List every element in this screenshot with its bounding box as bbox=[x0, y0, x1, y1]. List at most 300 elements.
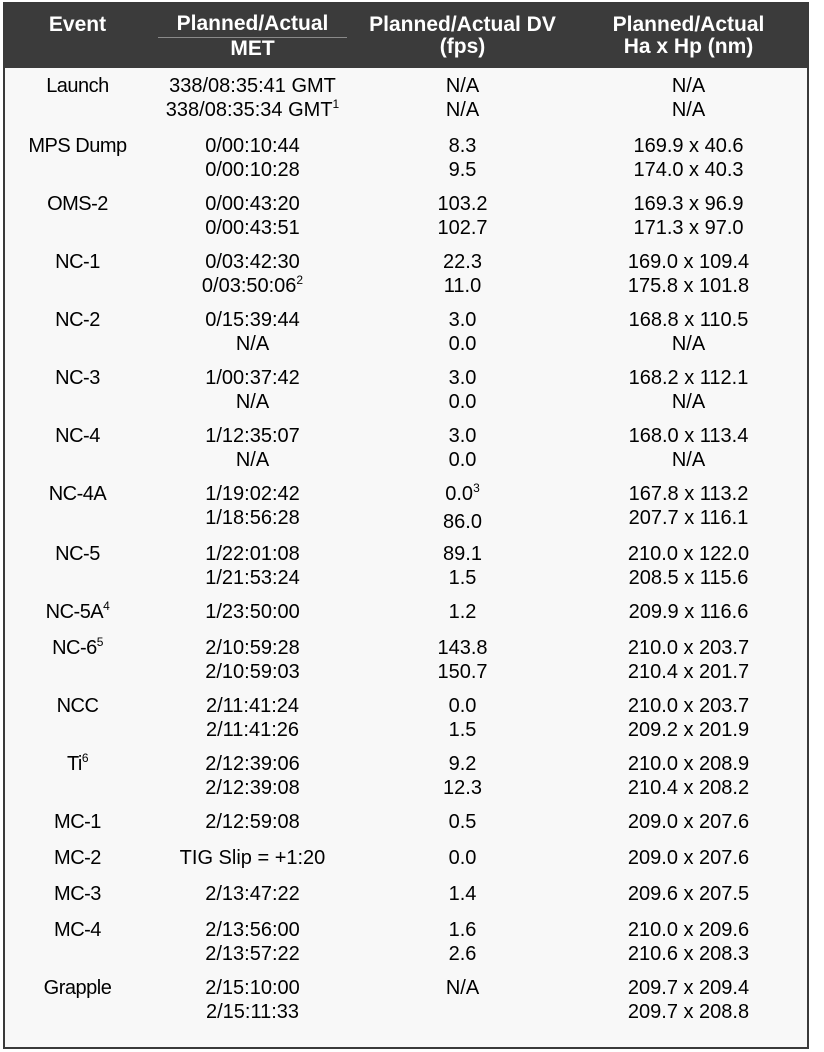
ha-hp-cell bbox=[570, 694, 807, 752]
dv-value bbox=[355, 846, 570, 870]
dv-value-text: 1.2 bbox=[448, 601, 477, 623]
dv-value bbox=[355, 98, 570, 122]
header-ha-line1: Planned/Actual bbox=[612, 13, 765, 36]
event-cell bbox=[5, 482, 150, 542]
event-name: MC-2 bbox=[54, 847, 101, 869]
ha-hp-cell bbox=[570, 366, 807, 424]
event-cell bbox=[5, 600, 150, 636]
met-value-text: 1/19:02:42 bbox=[205, 483, 300, 505]
ha-hp-value bbox=[570, 660, 807, 684]
event-name: NC-4A bbox=[48, 483, 107, 505]
dv-value-text: N/A bbox=[445, 99, 480, 121]
header-dv-line1: Planned/Actual DV bbox=[369, 13, 556, 36]
header-row bbox=[5, 4, 807, 68]
ha-hp-cell bbox=[570, 308, 807, 366]
ha-hp-value bbox=[570, 846, 807, 870]
ha-hp-value bbox=[570, 158, 807, 182]
dv-value-text: 0.0 bbox=[448, 695, 477, 717]
met-value-text: 0/03:42:30 bbox=[205, 251, 300, 273]
met-value bbox=[150, 216, 355, 240]
footnote-marker: 4 bbox=[103, 599, 110, 613]
met-value bbox=[150, 882, 355, 906]
dv-value-text: N/A bbox=[445, 977, 480, 999]
ha-hp-value-text: 168.8 x 110.5 bbox=[628, 309, 749, 331]
table-row bbox=[5, 308, 807, 366]
table-row bbox=[5, 250, 807, 308]
met-value-text: 2/12:59:08 bbox=[205, 811, 300, 833]
ha-hp-value-text: N/A bbox=[671, 391, 706, 413]
met-value bbox=[150, 694, 355, 718]
ha-hp-value bbox=[570, 482, 807, 506]
table-row bbox=[5, 636, 807, 694]
met-value-text: 0/15:39:44 bbox=[205, 309, 300, 331]
ha-hp-cell bbox=[570, 192, 807, 250]
met-value bbox=[150, 660, 355, 684]
met-value-text: 0/00:10:28 bbox=[205, 159, 300, 181]
met-value-text: TIG Slip = +1:20 bbox=[179, 847, 326, 869]
met-cell bbox=[150, 636, 355, 694]
event-name: OMS-2 bbox=[47, 193, 108, 215]
dv-value-text: 3.0 bbox=[448, 425, 477, 447]
met-cell bbox=[150, 192, 355, 250]
table-row bbox=[5, 810, 807, 846]
dv-value-text: 2.6 bbox=[448, 943, 477, 965]
dv-value-text: 0.0 bbox=[448, 391, 477, 413]
footnote-marker: 3 bbox=[473, 481, 480, 495]
event-name: Grapple bbox=[43, 977, 112, 999]
ha-hp-value bbox=[570, 308, 807, 332]
dv-cell bbox=[355, 882, 570, 918]
table-row bbox=[5, 918, 807, 976]
table-header bbox=[5, 4, 807, 68]
met-cell bbox=[150, 482, 355, 542]
dv-value-text: 12.3 bbox=[443, 777, 482, 799]
met-value bbox=[150, 332, 355, 356]
dv-cell bbox=[355, 366, 570, 424]
ha-hp-cell bbox=[570, 976, 807, 1034]
table-row bbox=[5, 752, 807, 810]
dv-cell bbox=[355, 918, 570, 976]
dv-value-text: 0.0 bbox=[448, 847, 477, 869]
ha-hp-value-text: 210.0 x 122.0 bbox=[627, 543, 750, 565]
dv-cell bbox=[355, 68, 570, 134]
ha-hp-value-text: 168.0 x 113.4 bbox=[628, 425, 749, 447]
dv-value bbox=[355, 424, 570, 448]
ha-hp-value-text: 174.0 x 40.3 bbox=[633, 159, 744, 181]
event-name: MC-1 bbox=[54, 811, 101, 833]
ha-hp-value-text: 210.4 x 208.2 bbox=[627, 777, 750, 799]
ha-hp-value-text: 207.7 x 116.1 bbox=[628, 507, 749, 529]
dv-cell bbox=[355, 694, 570, 752]
event-cell bbox=[5, 752, 150, 810]
ha-hp-cell bbox=[570, 424, 807, 482]
dv-cell bbox=[355, 250, 570, 308]
met-cell bbox=[150, 846, 355, 882]
ha-hp-value bbox=[570, 98, 807, 122]
ha-hp-value bbox=[570, 274, 807, 298]
dv-value bbox=[355, 718, 570, 742]
ha-hp-cell bbox=[570, 918, 807, 976]
met-cell bbox=[150, 810, 355, 846]
event-cell bbox=[5, 882, 150, 918]
ha-hp-value-text: 210.0 x 208.9 bbox=[627, 753, 750, 775]
ha-hp-value bbox=[570, 192, 807, 216]
met-value-text: 2/15:11:33 bbox=[205, 1001, 300, 1023]
dv-cell bbox=[355, 976, 570, 1034]
met-value-text: N/A bbox=[235, 449, 270, 471]
met-value-text: 1/12:35:07 bbox=[205, 425, 300, 447]
met-cell bbox=[150, 882, 355, 918]
met-cell bbox=[150, 752, 355, 810]
met-value-text: 1/00:37:42 bbox=[205, 367, 300, 389]
dv-value bbox=[355, 600, 570, 624]
ha-hp-value bbox=[570, 74, 807, 98]
met-cell bbox=[150, 134, 355, 192]
met-value bbox=[150, 274, 355, 298]
dv-cell bbox=[355, 636, 570, 694]
ha-hp-value bbox=[570, 366, 807, 390]
dv-value bbox=[355, 158, 570, 182]
met-value bbox=[150, 506, 355, 530]
event-name: NC-4 bbox=[55, 425, 100, 447]
ha-hp-value-text: 167.8 x 113.2 bbox=[628, 483, 749, 505]
dv-value bbox=[355, 332, 570, 356]
dv-value-text: 86.0 bbox=[443, 511, 482, 533]
dv-value bbox=[355, 366, 570, 390]
met-value bbox=[150, 134, 355, 158]
ha-hp-cell bbox=[570, 846, 807, 882]
ha-hp-value bbox=[570, 942, 807, 966]
ha-hp-value-text: 210.4 x 201.7 bbox=[627, 661, 750, 683]
ha-hp-value-text: 209.0 x 207.6 bbox=[627, 811, 750, 833]
dv-value bbox=[355, 976, 570, 1000]
dv-value-text: 102.7 bbox=[437, 217, 488, 239]
dv-value bbox=[355, 566, 570, 590]
met-value-text: 2/13:47:22 bbox=[205, 883, 300, 905]
ha-hp-value bbox=[570, 506, 807, 530]
dv-value-text: 3.0 bbox=[448, 309, 477, 331]
table-row bbox=[5, 366, 807, 424]
met-value-text: 2/12:39:08 bbox=[205, 777, 300, 799]
met-cell bbox=[150, 366, 355, 424]
ha-hp-value-text: 209.9 x 116.6 bbox=[628, 601, 749, 623]
event-cell bbox=[5, 68, 150, 134]
met-value-text: N/A bbox=[235, 333, 270, 355]
dv-value bbox=[355, 542, 570, 566]
ha-hp-value-text: 209.7 x 209.4 bbox=[627, 977, 750, 999]
table-row bbox=[5, 68, 807, 134]
header-met-line2: MET bbox=[158, 37, 347, 60]
ha-hp-value-text: 169.0 x 109.4 bbox=[627, 251, 750, 273]
met-cell bbox=[150, 918, 355, 976]
met-cell bbox=[150, 694, 355, 752]
event-cell bbox=[5, 192, 150, 250]
dv-value bbox=[355, 510, 570, 534]
ha-hp-value-text: 208.5 x 115.6 bbox=[628, 567, 749, 589]
ha-hp-value bbox=[570, 918, 807, 942]
met-value-text: N/A bbox=[235, 391, 270, 413]
ha-hp-value bbox=[570, 250, 807, 274]
dv-value-text: 150.7 bbox=[437, 661, 488, 683]
table-row bbox=[5, 542, 807, 600]
ha-hp-value-text: 209.6 x 207.5 bbox=[627, 883, 750, 905]
event-cell bbox=[5, 636, 150, 694]
table-row bbox=[5, 424, 807, 482]
event-name: NC-6 bbox=[52, 637, 97, 659]
dv-value bbox=[355, 660, 570, 684]
ha-hp-cell bbox=[570, 542, 807, 600]
dv-cell bbox=[355, 424, 570, 482]
ha-hp-value-text: 171.3 x 97.0 bbox=[633, 217, 744, 239]
ha-hp-value-text: N/A bbox=[671, 75, 706, 97]
dv-cell bbox=[355, 600, 570, 636]
met-value bbox=[150, 390, 355, 414]
ha-hp-cell bbox=[570, 810, 807, 846]
dv-value bbox=[355, 810, 570, 834]
ha-hp-value-text: 210.0 x 203.7 bbox=[627, 637, 750, 659]
met-cell bbox=[150, 542, 355, 600]
dv-value-text: 1.4 bbox=[448, 883, 477, 905]
ha-hp-value-text: N/A bbox=[671, 449, 706, 471]
met-value bbox=[150, 776, 355, 800]
met-value bbox=[150, 942, 355, 966]
met-value bbox=[150, 98, 355, 122]
met-value-text: 338/08:35:34 GMT bbox=[165, 99, 333, 121]
dv-value bbox=[355, 694, 570, 718]
dv-cell bbox=[355, 542, 570, 600]
ha-hp-value bbox=[570, 390, 807, 414]
ha-hp-value bbox=[570, 216, 807, 240]
dv-value-text: 0.0 bbox=[448, 333, 477, 355]
event-cell bbox=[5, 366, 150, 424]
ha-hp-cell bbox=[570, 600, 807, 636]
met-value bbox=[150, 366, 355, 390]
event-name: MPS Dump bbox=[28, 135, 127, 157]
event-name: NC-5 bbox=[55, 543, 100, 565]
ha-hp-value bbox=[570, 810, 807, 834]
ha-hp-value bbox=[570, 134, 807, 158]
met-value bbox=[150, 250, 355, 274]
ha-hp-cell bbox=[570, 134, 807, 192]
met-value-text: 2/11:41:24 bbox=[205, 695, 300, 717]
ha-hp-cell bbox=[570, 68, 807, 134]
dv-value-text: N/A bbox=[445, 75, 480, 97]
ha-hp-value bbox=[570, 332, 807, 356]
ha-hp-value-text: N/A bbox=[671, 333, 706, 355]
met-value bbox=[150, 424, 355, 448]
ha-hp-value bbox=[570, 542, 807, 566]
event-cell bbox=[5, 308, 150, 366]
dv-value-text: 11.0 bbox=[443, 275, 482, 297]
table-row bbox=[5, 846, 807, 882]
footnote-marker: 5 bbox=[96, 635, 103, 649]
event-cell bbox=[5, 542, 150, 600]
table-body bbox=[5, 68, 807, 1034]
met-value-text: 1/23:50:00 bbox=[205, 601, 300, 623]
met-cell bbox=[150, 250, 355, 308]
met-value-text: 2/13:57:22 bbox=[205, 943, 300, 965]
met-value bbox=[150, 566, 355, 590]
dv-cell bbox=[355, 192, 570, 250]
table-row bbox=[5, 134, 807, 192]
met-value bbox=[150, 976, 355, 1000]
dv-value-text: 103.2 bbox=[437, 193, 488, 215]
dv-value bbox=[355, 134, 570, 158]
ha-hp-value-text: 169.9 x 40.6 bbox=[633, 135, 744, 157]
ha-hp-value-text: 210.0 x 203.7 bbox=[627, 695, 750, 717]
met-value bbox=[150, 636, 355, 660]
dv-cell bbox=[355, 482, 570, 542]
header-met-line1: Planned/Actual bbox=[176, 11, 329, 35]
ha-hp-value bbox=[570, 752, 807, 776]
met-cell bbox=[150, 68, 355, 134]
dv-cell bbox=[355, 752, 570, 810]
ha-hp-value bbox=[570, 636, 807, 660]
met-cell bbox=[150, 424, 355, 482]
met-value bbox=[150, 1000, 355, 1024]
dv-value-text: 1.6 bbox=[448, 919, 477, 941]
dv-value-text: 1.5 bbox=[448, 719, 477, 741]
table-row bbox=[5, 192, 807, 250]
met-value bbox=[150, 846, 355, 870]
event-cell bbox=[5, 918, 150, 976]
dv-value-text: 143.8 bbox=[437, 637, 488, 659]
footnote-marker: 6 bbox=[81, 751, 89, 765]
header-ha-hp bbox=[570, 4, 807, 68]
header-ha-line2: Ha x Hp (nm) bbox=[623, 35, 754, 58]
ha-hp-value bbox=[570, 776, 807, 800]
dv-value-text: 9.2 bbox=[448, 753, 477, 775]
met-value bbox=[150, 810, 355, 834]
table-row bbox=[5, 694, 807, 752]
dv-value bbox=[355, 882, 570, 906]
ha-hp-value bbox=[570, 424, 807, 448]
table-row bbox=[5, 976, 807, 1034]
met-value-text: 2/13:56:00 bbox=[205, 919, 300, 941]
table-row bbox=[5, 482, 807, 542]
ha-hp-value-text: N/A bbox=[671, 99, 706, 121]
dv-value-text: 0.0 bbox=[445, 483, 474, 505]
met-value bbox=[150, 158, 355, 182]
ha-hp-value bbox=[570, 694, 807, 718]
table-row bbox=[5, 600, 807, 636]
event-name: Ti bbox=[66, 753, 82, 775]
event-name: MC-3 bbox=[54, 883, 101, 905]
ha-hp-value-text: 168.2 x 112.1 bbox=[628, 367, 749, 389]
event-cell bbox=[5, 424, 150, 482]
event-name: Launch bbox=[46, 75, 109, 97]
ha-hp-value-text: 210.6 x 208.3 bbox=[627, 943, 750, 965]
table-row bbox=[5, 882, 807, 918]
ha-hp-cell bbox=[570, 752, 807, 810]
ha-hp-value bbox=[570, 600, 807, 624]
met-value-text: 0/00:43:20 bbox=[205, 193, 300, 215]
dv-value-text: 3.0 bbox=[448, 367, 477, 389]
dv-value-text: 1.5 bbox=[448, 567, 477, 589]
dv-value bbox=[355, 942, 570, 966]
event-cell bbox=[5, 810, 150, 846]
met-cell bbox=[150, 976, 355, 1034]
met-value-text: 2/15:10:00 bbox=[205, 977, 300, 999]
dv-cell bbox=[355, 134, 570, 192]
event-cell bbox=[5, 250, 150, 308]
dv-value bbox=[355, 274, 570, 298]
dv-value-text: 0.0 bbox=[448, 449, 477, 471]
met-value bbox=[150, 718, 355, 742]
dv-value-text: 22.3 bbox=[443, 251, 482, 273]
ha-hp-cell bbox=[570, 250, 807, 308]
met-value-text: 0/00:43:51 bbox=[205, 217, 300, 239]
dv-value bbox=[355, 752, 570, 776]
met-value-text: 1/22:01:08 bbox=[205, 543, 300, 565]
ha-hp-value-text: 209.0 x 207.6 bbox=[627, 847, 750, 869]
dv-value-text: 9.5 bbox=[448, 159, 477, 181]
event-cell bbox=[5, 976, 150, 1034]
ha-hp-value bbox=[570, 882, 807, 906]
met-value-text: 2/12:39:06 bbox=[205, 753, 300, 775]
met-value bbox=[150, 482, 355, 506]
event-cell bbox=[5, 694, 150, 752]
met-value-text: 2/10:59:28 bbox=[205, 637, 300, 659]
ha-hp-value bbox=[570, 718, 807, 742]
ha-hp-value bbox=[570, 1000, 807, 1024]
ha-hp-value-text: 209.7 x 208.8 bbox=[627, 1001, 750, 1023]
dv-value bbox=[355, 250, 570, 274]
event-name: MC-4 bbox=[54, 919, 101, 941]
met-value-text: 0/03:50:06 bbox=[201, 275, 297, 297]
ha-hp-value bbox=[570, 566, 807, 590]
event-name: NC-3 bbox=[55, 367, 100, 389]
event-name: NC-1 bbox=[55, 251, 100, 273]
met-value-text: 338/08:35:41 GMT bbox=[169, 75, 336, 97]
dv-value bbox=[355, 216, 570, 240]
dv-value bbox=[355, 74, 570, 98]
header-event-label: Event bbox=[48, 13, 107, 36]
met-value bbox=[150, 192, 355, 216]
met-cell bbox=[150, 308, 355, 366]
dv-value bbox=[355, 308, 570, 332]
met-value bbox=[150, 308, 355, 332]
ha-hp-cell bbox=[570, 882, 807, 918]
met-value bbox=[150, 542, 355, 566]
event-name: NC-2 bbox=[55, 309, 100, 331]
maneuver-table-container bbox=[3, 2, 809, 1049]
footnote-marker: 1 bbox=[332, 97, 340, 111]
event-cell bbox=[5, 846, 150, 882]
dv-value bbox=[355, 918, 570, 942]
dv-cell bbox=[355, 846, 570, 882]
ha-hp-value-text: 169.3 x 96.9 bbox=[633, 193, 744, 215]
met-value-text: 2/10:59:03 bbox=[205, 661, 300, 683]
event-cell bbox=[5, 134, 150, 192]
dv-value-text: 8.3 bbox=[448, 135, 477, 157]
ha-hp-cell bbox=[570, 482, 807, 542]
dv-value bbox=[355, 448, 570, 472]
event-name: NC-5A bbox=[45, 601, 104, 623]
met-value bbox=[150, 448, 355, 472]
header-event bbox=[5, 4, 150, 68]
footnote-marker: 2 bbox=[296, 273, 304, 287]
dv-value bbox=[355, 482, 570, 506]
met-value-text: 1/21:53:24 bbox=[205, 567, 300, 589]
ha-hp-value-text: 210.0 x 209.6 bbox=[627, 919, 750, 941]
dv-cell bbox=[355, 810, 570, 846]
dv-value bbox=[355, 776, 570, 800]
dv-value bbox=[355, 636, 570, 660]
dv-value-text: 89.1 bbox=[443, 543, 482, 565]
met-value bbox=[150, 918, 355, 942]
dv-cell bbox=[355, 308, 570, 366]
